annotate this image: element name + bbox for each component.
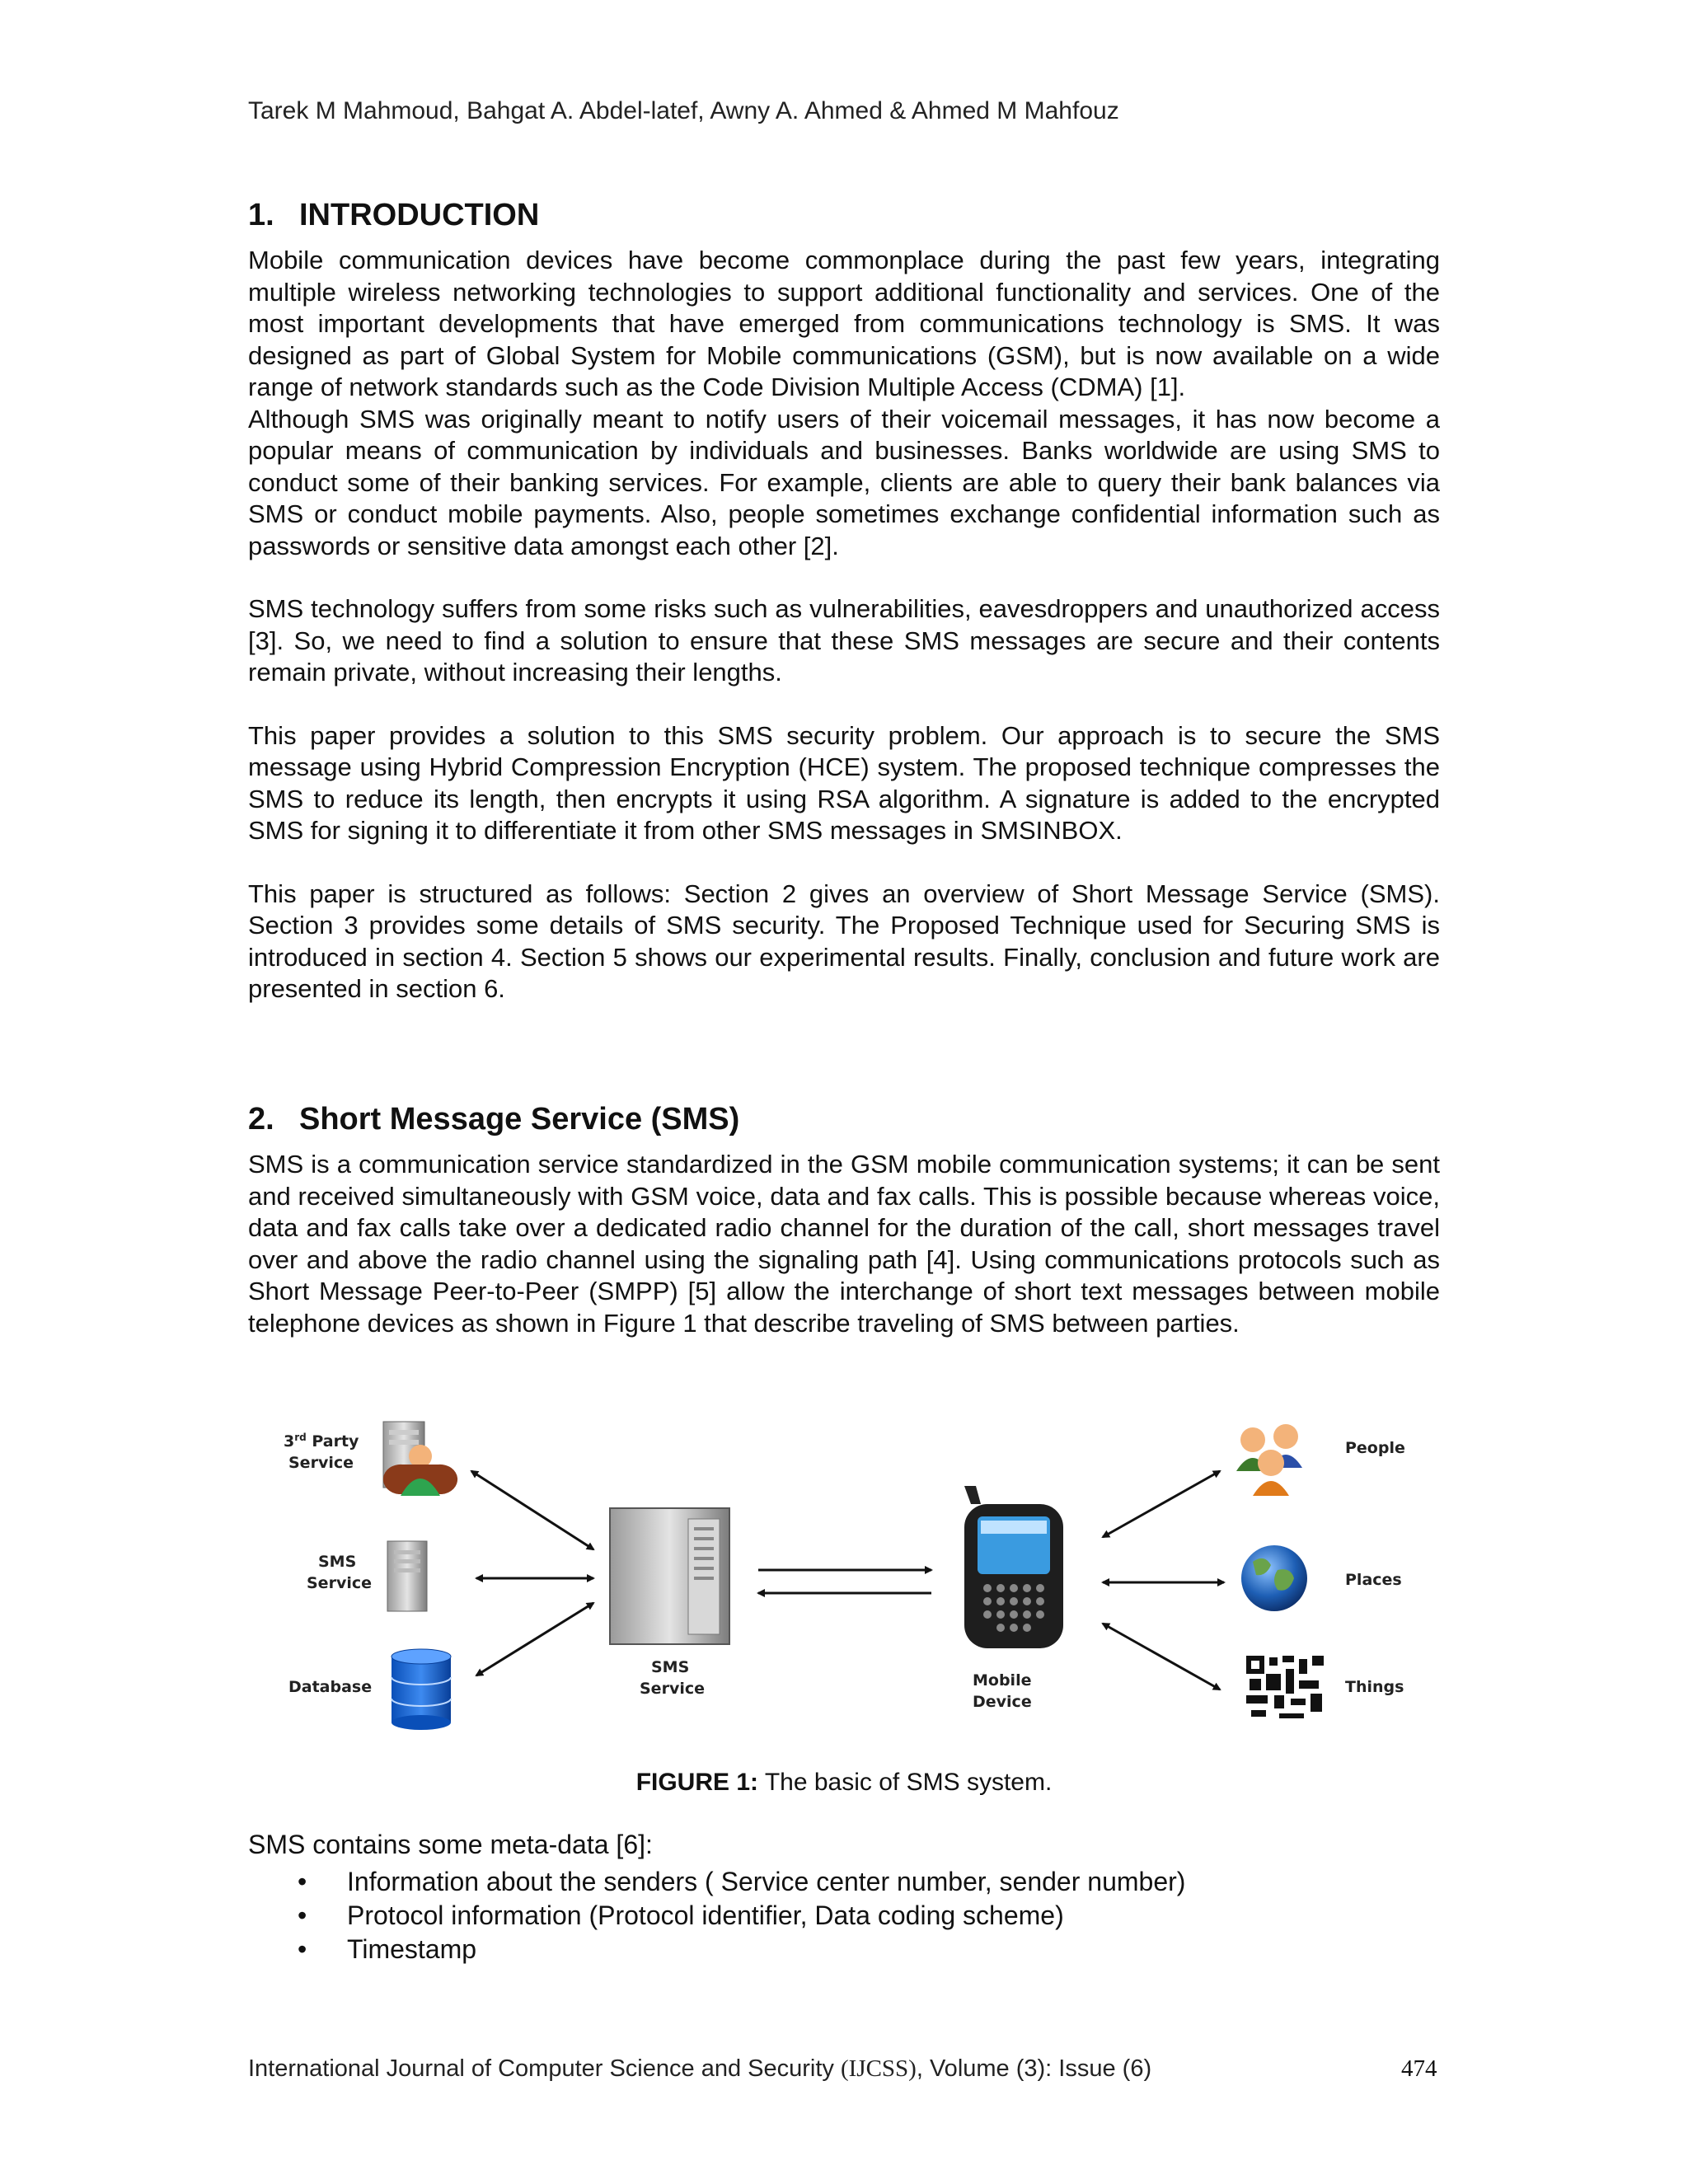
- sms-center-server-icon: [610, 1508, 729, 1644]
- list-item: [248, 1899, 1440, 1933]
- database-icon: [392, 1649, 451, 1730]
- globe-icon: [1241, 1545, 1307, 1611]
- arrow-third-party: [471, 1471, 593, 1549]
- bullet: •: [298, 1900, 307, 1930]
- intro-paragraph-4: This paper provides a solution to this SMS security problem. Our approach is to secure the SMS message using Hybrid Compression Encryption (HCE) system. The proposed technique compresses the SMS to reduce its length, then encrypts it using RSA algorithm. A signature is added to the encrypted SMS for signing it to differentiate it from other SMS messages in SMSINBOX.: [248, 720, 1440, 845]
- label-sms-center-1: SMS: [651, 1658, 690, 1676]
- section-number: 2.: [248, 1102, 274, 1137]
- arrow-people: [1103, 1471, 1220, 1537]
- label-sms-center-2: Service: [640, 1680, 705, 1698]
- section-title: INTRODUCTION: [299, 198, 540, 232]
- journal-volume: , Volume (3): Issue (6): [916, 2055, 1152, 2082]
- mobile-device-icon: [964, 1486, 1063, 1648]
- running-header-authors: Tarek M Mahmoud, Bahgat A. Abdel-latef, Awny A. Ahmed & Ahmed M Mahfouz: [248, 97, 1119, 124]
- label-database: Database: [288, 1678, 373, 1696]
- bullet: •: [298, 1934, 307, 1964]
- label-people: People: [1345, 1439, 1405, 1457]
- label-places: Places: [1345, 1571, 1402, 1589]
- sms-service-server-icon: [387, 1541, 427, 1611]
- journal-footer: [248, 2055, 1151, 2083]
- label-sms-service-1: SMS: [318, 1553, 357, 1571]
- intro-paragraph-2: Although SMS was originally meant to notify users of their voicemail messages, it has now become a popular means of communication by individuals and businesses. Banks worldwide are using SMS to conduct some of their banking services. For example, clients are able to query their bank balances via SMS or conduct mobile payments. Also, people sometimes exchange confidential information such as passwords or sensitive data amongst each other [2].: [248, 404, 1440, 560]
- page-number: 474: [1401, 2055, 1437, 2082]
- people-icon: [1236, 1424, 1302, 1496]
- arrow-things: [1103, 1624, 1220, 1690]
- label-mobile-1: Mobile: [973, 1671, 1032, 1690]
- metadata-section: [248, 1830, 1440, 1966]
- label-third-party-service: Service: [288, 1454, 354, 1472]
- journal-name: International Journal of Computer Science and Security: [248, 2055, 841, 2082]
- figure-1-diagram: [264, 1405, 1434, 1735]
- section-title: Short Message Service (SMS): [299, 1102, 740, 1137]
- intro-paragraph-5: This paper is structured as follows: Section 2 gives an overview of Short Message Service (SMS). Section 3 provides some details of SMS security. The Proposed Technique used for Securing SMS is introduced in section 4. Section 5 shows our experimental results. Finally, conclusion and future work are presented in section 6.: [248, 879, 1440, 1003]
- section-heading: [248, 198, 1440, 233]
- section-heading: [248, 1102, 1440, 1137]
- caption-text: The basic of SMS system.: [758, 1769, 1053, 1796]
- journal-abbrev: (IJCSS): [840, 2055, 917, 2082]
- list-item-text: Information about the senders ( Service center number, sender number): [347, 1867, 1186, 1896]
- label-sms-service-2: Service: [307, 1574, 372, 1592]
- label-third-party: 3rd Party: [284, 1432, 359, 1451]
- label-mobile-2: Device: [973, 1693, 1032, 1711]
- label-things: Things: [1345, 1678, 1404, 1696]
- arrow-database: [476, 1603, 593, 1675]
- section-sms: [248, 1102, 1440, 1339]
- intro-paragraph-3: SMS technology suffers from some risks such as vulnerabilities, eavesdroppers and unauthorized access [3]. So, we need to find a solution to ensure that these SMS messages are secure and their contents remain private, without increasing their lengths.: [248, 594, 1440, 687]
- bullet: •: [298, 1867, 307, 1896]
- figure-caption: [0, 1769, 1688, 1797]
- list-item: [248, 1933, 1440, 1966]
- list-item: [248, 1865, 1440, 1899]
- list-item-text: Protocol information (Protocol identifier, Data coding scheme): [347, 1900, 1064, 1930]
- things-qr-icon: [1245, 1654, 1327, 1720]
- metadata-list: [248, 1865, 1440, 1966]
- section-number: 1.: [248, 198, 274, 232]
- caption-label: FIGURE 1:: [635, 1769, 759, 1796]
- list-item-text: Timestamp: [347, 1934, 477, 1964]
- metadata-intro: SMS contains some meta-data [6]:: [248, 1830, 653, 1859]
- section-introduction: [248, 198, 1440, 1005]
- intro-paragraph-1: Mobile communication devices have become commonplace during the past few years, integrating multiple wireless networking technologies to support additional functionality and services. One of the most important developments that have emerged from communications technology is SMS. It was designed as part of Global System for Mobile communications (GSM), but is now available on a wide range of network standards such as the Code Division Multiple Access (CDMA) [1].: [248, 246, 1440, 401]
- sms-paragraph: SMS is a communication service standardized in the GSM mobile communication systems; it can be sent and received simultaneously with GSM voice, data and fax calls. This is possible because whereas voice, data and fax calls take over a dedicated radio channel for the duration of the call, short messages travel over and above the radio channel using the signaling path [4]. Using communications protocols such as Short Message Peer-to-Peer (SMPP) [5] allow the interchange of short text messages between mobile telephone devices as shown in Figure 1 that describe traveling of SMS between parties.: [248, 1150, 1440, 1338]
